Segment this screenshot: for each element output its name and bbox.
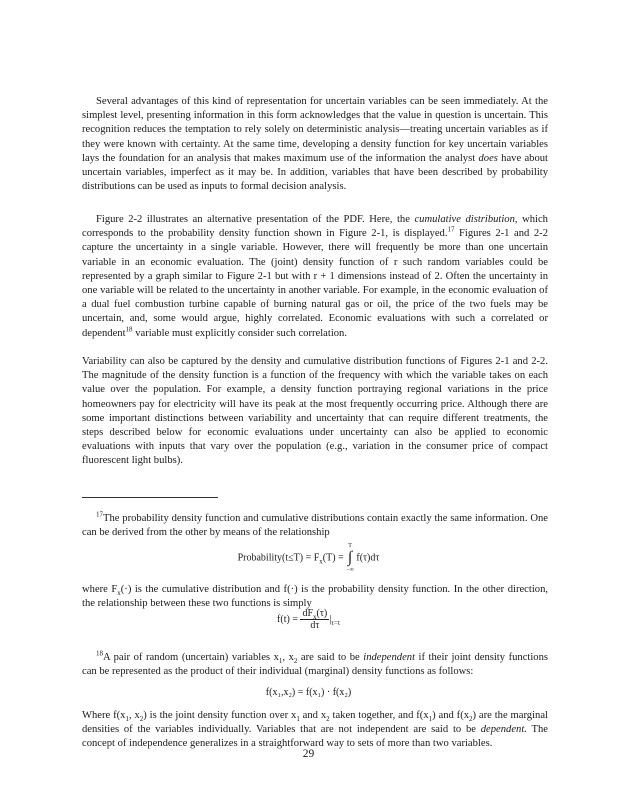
integral-lower: −∞ — [346, 567, 354, 573]
fraction-numerator — [300, 608, 329, 620]
text-run: ) is the joint density function over x — [143, 710, 297, 721]
text-run: variable must explicitly consider such correlation. — [132, 327, 348, 339]
page-number: 29 — [302, 748, 315, 760]
text-run: 1 — [428, 715, 433, 724]
text-run: Figures 2-1 and 2-2 capture the uncertainty in a single variable. However, there will frequently be more than one uncertain variable in an economic evaluation. The (joint) density function of r such random variables could be represented by a graph similar to Figure 2-1 but with r + 1 dimensions instead of 2. Often the uncertainty in one variable will be related to the uncertainty in another variable. For example, in the economic evaluation of a dual fuel combustion turbine capable of burning natural gas or oil, the price of the two fuels may be uncertain, and, some would argue, highly correlated. Economic evaluations with such a correlated or dependent — [82, 228, 548, 339]
eq-text: f(t) = — [277, 613, 301, 625]
integral — [346, 542, 354, 574]
text-run: Several advantages of this kind of representation for uncertain variables can be seen immediately. At the simplest level, presenting information in this form acknowledges that the value in question is uncertain. This recognition reduces the temptation to rely solely on deterministic analysis—treating uncertain variables as if they were known with certainty. At the same time, developing a density function for key uncertain variables lays the foundation for an analysis that makes maximum use of the information the analyst — [82, 96, 548, 164]
text-run: 2 — [139, 715, 144, 724]
eq-text: dF — [302, 608, 314, 619]
footnote-18-continued — [82, 709, 548, 752]
footnote-ref: 17 — [96, 510, 103, 519]
eq-text: | — [329, 613, 332, 625]
equation-cdf — [0, 542, 617, 574]
text-run: Variability can also be captured by the density and cumulative distribution functions of Figures 2-1 and 2-2. The magnitude of the density function is a function of the frequency with which the variable takes on each value over the population. For example, a density function portraying regional variations in the price homeowners pay for electricity will have its peak at the most frequently occurring price. Although there are some important distinctions between variability and uncertainty that can require different treatments, the steps described below for economic evaluations under uncertainty can also be applied to economic evaluations with inputs that vary over the population (e.g., variation in the consumer price of compact fluorescent light bulbs). — [82, 356, 548, 467]
text-run: (·) is the cumulative distribution and f(·) is the probability density function. In the other direction, the relationship between these two functions is simply — [82, 584, 549, 610]
eq-text: Probability(t≤T) = F — [237, 552, 320, 564]
text-run: ) are the marginal densities of the variables individually. Variables that are not independent are said to be — [82, 710, 548, 736]
text-run: 1 — [125, 715, 129, 724]
text-run: where F — [82, 584, 118, 595]
text-run: , x — [128, 710, 140, 721]
text-run: The concept of independence generalizes in a straightforward way to sets of more than two variables. — [82, 724, 548, 750]
integral-sign: ∫ — [347, 549, 353, 566]
text-run: 2 — [469, 715, 473, 724]
text-run: , x — [282, 652, 294, 663]
footnote-ref: 18 — [125, 325, 133, 334]
paragraph-figure-2-2 — [82, 213, 548, 341]
text-run: 2 — [326, 715, 330, 724]
equation-pdf — [0, 608, 617, 631]
text-run: dependent. — [480, 724, 527, 736]
eq-text: f(τ)dτ — [353, 552, 380, 564]
text-run: A pair of random (uncertain) variables x — [103, 652, 279, 663]
integral-upper: T — [348, 543, 352, 549]
text-run: taken together, and f(x — [329, 710, 429, 721]
eq-sub: x — [319, 557, 323, 566]
text-run: does — [478, 152, 498, 164]
fraction-denominator: dτ — [310, 620, 320, 631]
text-run: Figure 2-2 illustrates an alternative presentation of the PDF. Here, the — [96, 214, 415, 225]
text-run: which corresponds to the probability density function shown in Figure 2-1, is displayed. — [82, 214, 548, 240]
eq-sub: τ=t — [331, 618, 340, 627]
footnote-ref: 18 — [96, 649, 103, 658]
text-run: 2 — [293, 657, 298, 666]
eq-text: (τ) — [316, 608, 328, 619]
text-run: ) and f(x — [432, 710, 470, 721]
text-run: The probability density function and cumulative distributions contain exactly the same information. One can be derived from the other by means of the relationship — [82, 513, 548, 539]
text-run: Where f(x — [82, 710, 126, 721]
footnote-18 — [82, 651, 548, 679]
text-run: 1 — [296, 715, 300, 724]
text-run: if their joint density functions can be represented as the product of their individual (marginal) density functions as follows: — [82, 652, 548, 678]
paragraph-advantages — [82, 95, 548, 194]
eq-text: (T) = — [322, 552, 347, 564]
text-run: are said to be — [297, 652, 364, 663]
text-run: x — [117, 589, 121, 598]
equation-joint: f(x₁,x₂) = f(x₁) · f(x₂) — [265, 687, 352, 698]
text-run: have about uncertain variables, imperfect as it may be. In addition, variables that have been described by probability distributions can be used as inputs to formal decision analysis. — [82, 152, 548, 193]
fraction — [300, 608, 332, 631]
eq-sub: x — [313, 613, 317, 621]
text-run: and x — [299, 710, 327, 721]
footnote-17 — [82, 512, 548, 540]
footnote-ref: 17 — [447, 225, 455, 234]
text-run: independent — [363, 652, 416, 663]
text-run: 1 — [278, 657, 283, 666]
text-run: cumulative distribution, — [414, 214, 518, 225]
paragraph-variability — [82, 355, 548, 469]
footnote-divider — [82, 497, 218, 498]
